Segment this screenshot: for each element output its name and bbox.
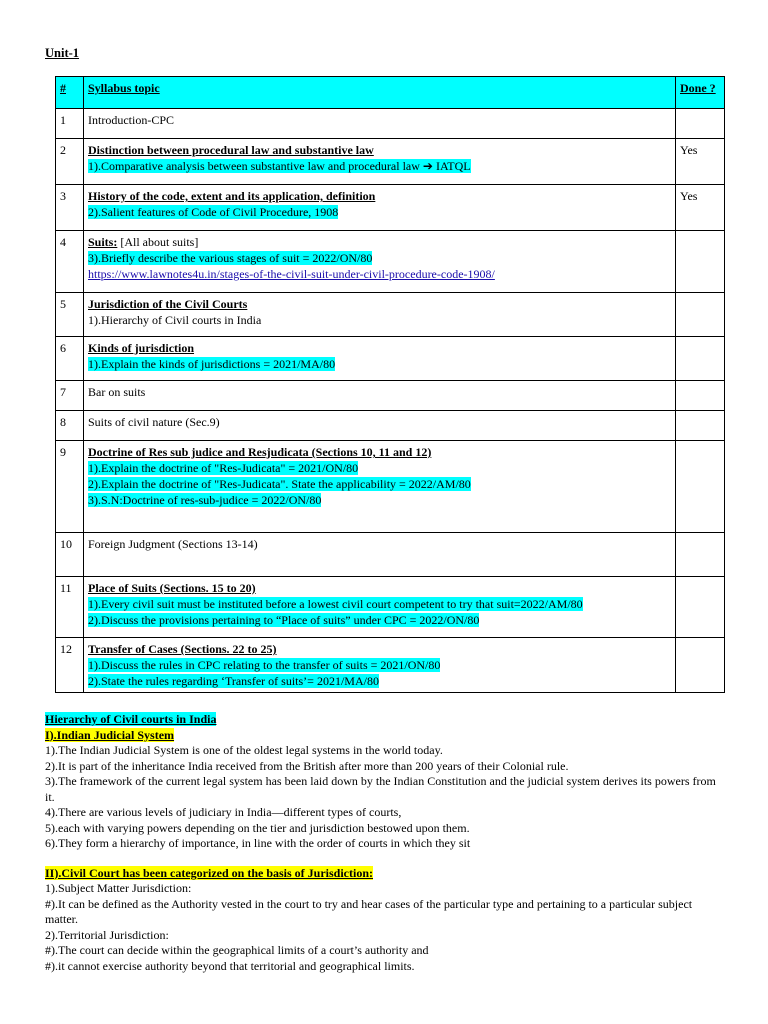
syllabus-table (55, 76, 725, 693)
row-num: 7 (56, 381, 84, 411)
row-title: Introduction-CPC (88, 113, 174, 127)
table-row (56, 411, 725, 441)
section-heading: I).Indian Judicial System (45, 727, 175, 742)
row-done: Yes (676, 185, 725, 231)
row-num: 5 (56, 293, 84, 337)
question-item: 2).Salient features of Code of Civil Procedure, 1908 (88, 205, 339, 219)
note-line: #).it cannot exercise authority beyond that territorial and geographical limits. (45, 958, 415, 973)
note-line: 3).The framework of the current legal system has been laid down by the Indian Constitution and the judicial system derives its powers from it. (45, 774, 716, 804)
row-num: 3 (56, 185, 84, 231)
row-num: 1 (56, 109, 84, 139)
row-title: Suits of civil nature (Sec.9) (88, 415, 220, 429)
row-done (676, 441, 725, 533)
table-row (56, 337, 725, 381)
unit-title: Unit-1 (45, 46, 80, 60)
question-item: 1).Comparative analysis between substantive law and procedural law ➔ IATQL (88, 159, 471, 173)
plain-item: 1).Hierarchy of Civil courts in India (88, 313, 262, 327)
row-title: Suits: (88, 235, 118, 249)
row-title: Transfer of Cases (Sections. 22 to 25) (88, 642, 277, 656)
table-row (56, 441, 725, 533)
row-done (676, 109, 725, 139)
note-line: 1).Subject Matter Jurisdiction: (45, 881, 192, 895)
table-row (56, 381, 725, 411)
note-line: 2).Territorial Jurisdiction: (45, 927, 169, 942)
row-topic (84, 139, 676, 185)
section-heading: II).Civil Court has been categorized on the basis of Jurisdiction: (45, 865, 373, 880)
row-topic (84, 411, 676, 441)
row-num: 10 (56, 533, 84, 577)
question-item: 1).Discuss the rules in CPC relating to the transfer of suits = 2021/ON/80 (88, 658, 441, 672)
note-line: 5).each with varying powers depending on the tier and jurisdiction bestowed upon them. (45, 820, 470, 835)
reference-link[interactable]: https://www.lawnotes4u.in/stages-of-the-civil-suit-under-civil-procedure-code-1908/ (88, 267, 495, 281)
row-title: Jurisdiction of the Civil Courts (88, 297, 248, 311)
row-done (676, 638, 725, 693)
row-title: Place of Suits (Sections. 15 to 20) (88, 581, 256, 595)
header-done: Done ? (676, 77, 725, 109)
row-done: Yes (676, 139, 725, 185)
row-topic (84, 293, 676, 337)
row-topic (84, 381, 676, 411)
table-row (56, 231, 725, 293)
row-topic (84, 533, 676, 577)
row-title: Foreign Judgment (Sections 13-14) (88, 537, 258, 551)
row-done (676, 381, 725, 411)
row-title: Distinction between procedural law and substantive law (88, 143, 374, 157)
question-item: 2).Discuss the provisions pertaining to “Place of suits” under CPC = 2022/ON/80 (88, 613, 480, 627)
row-num: 12 (56, 638, 84, 693)
row-topic (84, 577, 676, 638)
row-num: 11 (56, 577, 84, 638)
row-topic (84, 231, 676, 293)
notes-section (45, 712, 725, 974)
row-title-suffix: [All about suits] (117, 235, 199, 249)
row-topic (84, 109, 676, 139)
table-row (56, 577, 725, 638)
row-num: 2 (56, 139, 84, 185)
row-done (676, 293, 725, 337)
row-title: Bar on suits (88, 385, 146, 399)
row-topic (84, 337, 676, 381)
row-done (676, 411, 725, 441)
note-line: 1).The Indian Judicial System is one of the oldest legal systems in the world today. (45, 743, 443, 757)
header-num: # (56, 77, 84, 109)
row-done (676, 231, 725, 293)
row-num: 4 (56, 231, 84, 293)
question-item: 3).Briefly describe the various stages of suit = 2022/ON/80 (88, 251, 373, 265)
question-item: 2).Explain the doctrine of "Res-Judicata". State the applicability = 2022/AM/80 (88, 477, 471, 491)
table-row (56, 533, 725, 577)
note-line: 4).There are various levels of judiciary in India—different types of courts, (45, 805, 402, 819)
question-item: 2).State the rules regarding ‘Transfer of suits’= 2021/MA/80 (88, 674, 379, 688)
row-topic (84, 638, 676, 693)
note-line: 6).They form a hierarchy of importance, in line with the order of courts in which they sit (45, 836, 471, 850)
row-num: 8 (56, 411, 84, 441)
table-row (56, 139, 725, 185)
note-line: 2).It is part of the inheritance India received from the British after more than 200 years of their Colonial rule. (45, 758, 569, 773)
table-row (56, 109, 725, 139)
note-line: #).It can be defined as the Authority vested in the court to try and hear cases of the particular type and pertaining to a particular subject matter. (45, 896, 693, 926)
table-row (56, 638, 725, 693)
header-topic: Syllabus topic (84, 77, 676, 109)
notes-heading: Hierarchy of Civil courts in India (45, 712, 217, 726)
row-done (676, 337, 725, 381)
table-row (56, 185, 725, 231)
table-row (56, 293, 725, 337)
question-item: 1).Explain the kinds of jurisdictions = 2021/MA/80 (88, 357, 336, 371)
row-topic (84, 441, 676, 533)
row-title: Kinds of jurisdiction (88, 341, 195, 355)
row-num: 9 (56, 441, 84, 533)
row-done (676, 577, 725, 638)
question-item: 3).S.N:Doctrine of res-sub-judice = 2022/ON/80 (88, 493, 322, 507)
row-title: Doctrine of Res sub judice and Resjudicata (Sections 10, 11 and 12) (88, 445, 432, 459)
question-item: 1).Every civil suit must be instituted before a lowest civil court competent to try that suit=2022/AM/80 (88, 597, 583, 611)
note-line: #).The court can decide within the geographical limits of a court’s authority and (45, 943, 429, 957)
row-title: History of the code, extent and its application, definition (88, 189, 376, 203)
question-item: 1).Explain the doctrine of "Res-Judicata" = 2021/ON/80 (88, 461, 359, 475)
table-header-row (56, 77, 725, 109)
row-num: 6 (56, 337, 84, 381)
row-done (676, 533, 725, 577)
row-topic (84, 185, 676, 231)
